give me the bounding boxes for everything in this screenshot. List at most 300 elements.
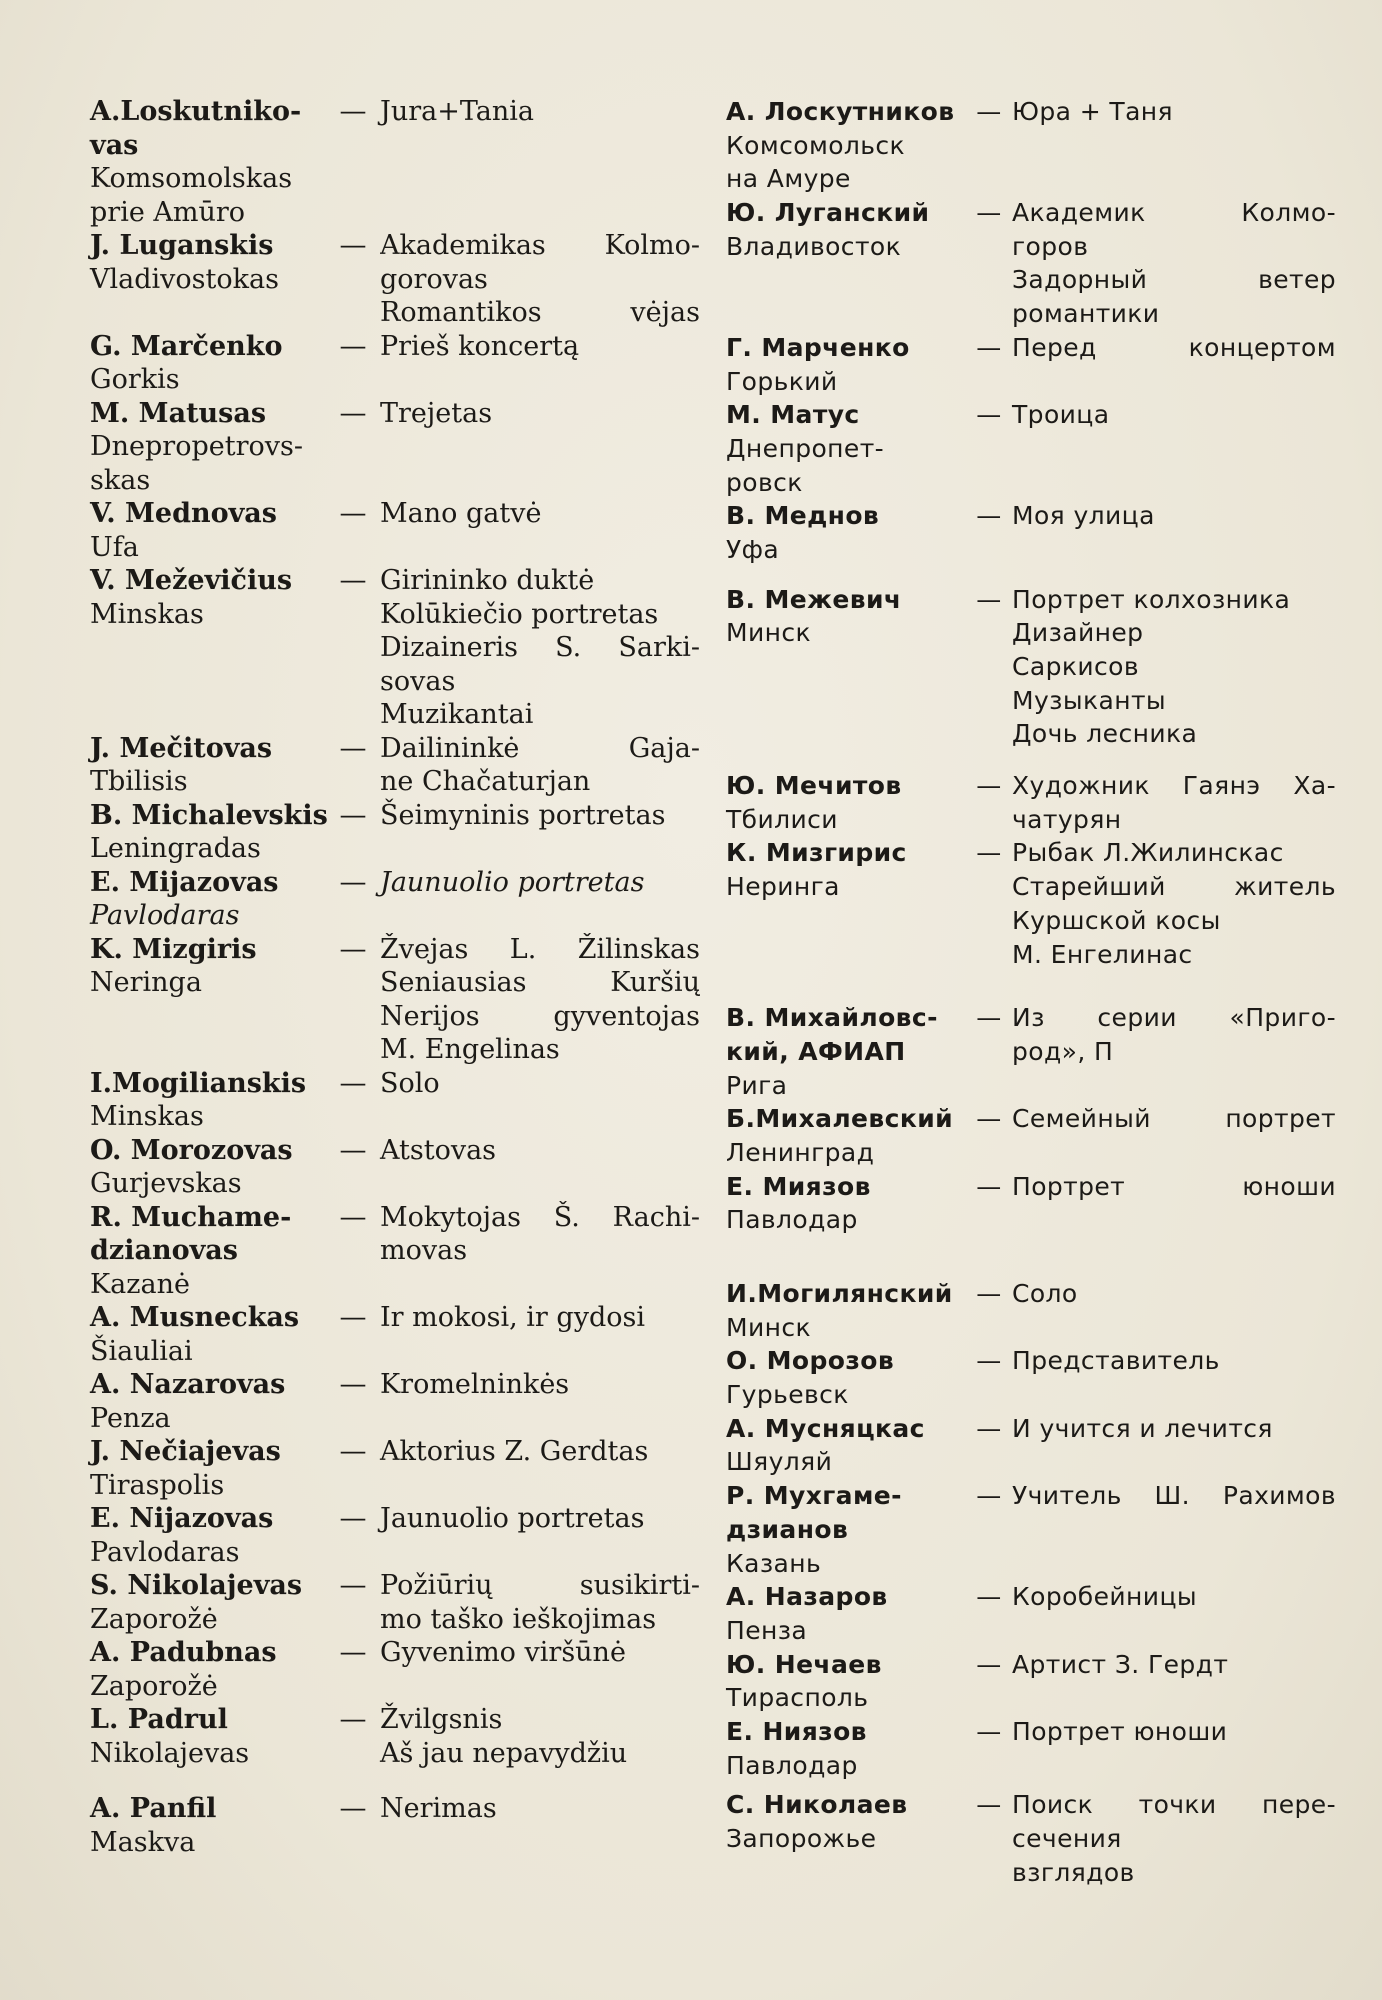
dash-glyph: — — [976, 97, 1002, 126]
separator-dash — [326, 564, 380, 598]
work-titles — [380, 564, 700, 732]
work-title: Požiūrių susikirti- — [380, 1570, 700, 1601]
catalog-entry — [726, 769, 1336, 836]
catalog-entry — [726, 1788, 1336, 1889]
separator-dash — [326, 799, 380, 833]
catalog-entry — [90, 1301, 700, 1368]
separator-dash — [966, 1102, 1012, 1136]
work-title: Dailininkė Gaja- — [380, 732, 700, 764]
author-city: Комсомольск — [726, 130, 906, 160]
author-city: Gorkis — [90, 364, 180, 395]
dash-glyph: — — [976, 332, 1002, 362]
separator-dash — [326, 497, 380, 531]
work-title: Gyvenimo viršūnė — [380, 1637, 626, 1668]
separator-dash — [966, 583, 1012, 617]
author-city: Ufa — [90, 531, 139, 563]
work-title: Aš jau nepavydžiu — [380, 1737, 628, 1769]
work-titles — [1012, 1001, 1336, 1068]
dash-glyph: — — [976, 1346, 1002, 1376]
work-titles — [1012, 836, 1336, 971]
separator-dash — [966, 1344, 1012, 1378]
work-titles — [380, 397, 700, 431]
dash-glyph: — — [339, 1570, 367, 1601]
catalog-entry — [90, 229, 700, 330]
separator-dash — [966, 196, 1012, 230]
author-city: ровск — [726, 467, 803, 497]
author-block — [726, 583, 966, 650]
author-block — [90, 933, 326, 1000]
work-title: M. Engelinas — [380, 1034, 560, 1065]
catalog-entry — [90, 1435, 700, 1502]
dash-glyph: — — [976, 1413, 1002, 1443]
author-city: Neringa — [90, 967, 202, 998]
author-name: A. Musneckas — [90, 1302, 300, 1333]
author-name: vas — [90, 129, 139, 161]
author-block — [90, 1636, 326, 1703]
work-title: Академик Колмо- — [1012, 198, 1336, 228]
author-block — [90, 1301, 326, 1368]
work-titles — [1012, 196, 1336, 331]
author-name: J. Mečitovas — [90, 732, 273, 764]
separator-dash — [326, 330, 380, 364]
work-title: Юра + Таня — [1012, 97, 1173, 126]
dash-glyph: — — [339, 1201, 367, 1233]
author-city: на Амуре — [726, 164, 851, 194]
author-name: E. Nijazovas — [90, 1503, 274, 1534]
work-title: Дизайнер — [1012, 618, 1144, 648]
catalog-entry — [726, 1277, 1336, 1344]
dash-glyph: — — [339, 1503, 367, 1534]
work-title: Из серии «Приго- — [1012, 1003, 1336, 1033]
work-title: М. Енгелинас — [1012, 939, 1193, 969]
author-name: А. Назаров — [726, 1582, 888, 1612]
separator-dash — [326, 1301, 380, 1335]
author-city: skas — [90, 464, 151, 496]
dash-glyph: — — [339, 1637, 367, 1668]
author-city: Уфа — [726, 534, 780, 564]
author-city: Maskva — [90, 1826, 196, 1858]
work-title: sovas — [380, 665, 456, 697]
author-city: Тирасполь — [726, 1683, 869, 1713]
author-city: Dnepropetrovs- — [90, 431, 303, 462]
work-title: Trejetas — [380, 397, 493, 429]
work-titles — [380, 1502, 700, 1536]
author-city: Минск — [726, 1312, 812, 1342]
separator-dash — [966, 1715, 1012, 1749]
work-titles — [380, 1703, 700, 1770]
work-titles — [1012, 769, 1336, 836]
author-name: Б.Михалевский — [726, 1104, 954, 1134]
work-titles — [380, 1201, 700, 1268]
author-city: Pavlodaras — [90, 900, 240, 931]
work-title: Задорный ветер — [1012, 265, 1336, 295]
author-block — [726, 1788, 966, 1855]
catalog-entry — [90, 866, 700, 933]
work-title: Solo — [380, 1067, 440, 1099]
author-block — [726, 1170, 966, 1237]
separator-dash — [966, 1001, 1012, 1035]
author-city: Тбилиси — [726, 804, 838, 834]
dash-glyph: — — [976, 584, 1002, 614]
catalog-entry — [726, 499, 1336, 566]
work-title: Dizaineris S. Sarki- — [380, 632, 700, 663]
catalog-entry — [90, 1502, 700, 1569]
separator-dash — [966, 836, 1012, 870]
work-title: Саркисов — [1012, 652, 1139, 681]
author-name: A. Nazarovas — [90, 1369, 286, 1400]
dash-glyph: — — [976, 1716, 1002, 1746]
author-city: Zaporožė — [90, 1603, 218, 1635]
author-name: Г. Марченко — [726, 332, 910, 362]
separator-dash — [966, 331, 1012, 365]
dash-glyph: — — [339, 1067, 367, 1099]
dash-glyph: — — [976, 1003, 1002, 1033]
separator-dash — [326, 933, 380, 967]
author-name: R. Muchame- — [90, 1201, 292, 1233]
author-name: S. Nikolajevas — [90, 1570, 303, 1601]
separator-dash — [326, 1569, 380, 1603]
author-block — [90, 1201, 326, 1302]
author-block — [90, 799, 326, 866]
author-block — [90, 330, 326, 397]
work-title: род», П — [1012, 1036, 1114, 1066]
author-city: Рига — [726, 1070, 788, 1100]
separator-dash — [326, 1435, 380, 1469]
author-block — [726, 398, 966, 499]
dash-glyph: — — [976, 198, 1002, 228]
work-title: Žvejas L. Žilinskas — [380, 933, 700, 965]
author-name: A. Panfil — [90, 1793, 217, 1824]
author-block — [726, 1001, 966, 1102]
author-block — [90, 1792, 326, 1859]
work-titles — [380, 229, 700, 330]
catalog-entry — [726, 1479, 1336, 1580]
work-title: Троица — [1012, 400, 1110, 430]
author-name: V. Meževičius — [90, 565, 293, 596]
author-city: Гурьевск — [726, 1380, 849, 1410]
separator-dash — [326, 1067, 380, 1101]
russian-column — [726, 95, 1336, 1889]
dash-glyph: — — [976, 1582, 1002, 1612]
work-title: Jaunuolio portretas — [380, 1503, 645, 1534]
dash-glyph: — — [976, 1481, 1002, 1511]
work-titles — [380, 1067, 700, 1101]
author-city: Kazanė — [90, 1268, 190, 1300]
author-name: K. Mizgiris — [90, 933, 257, 965]
author-block — [90, 1368, 326, 1435]
author-block — [726, 196, 966, 263]
work-title: Дочь лесника — [1012, 719, 1198, 749]
author-name: Е. Ниязов — [726, 1716, 867, 1746]
work-titles — [380, 933, 700, 1067]
work-titles — [380, 330, 700, 364]
work-title: Nerimas — [380, 1793, 497, 1824]
work-title: Портрет колхозника — [1012, 584, 1291, 614]
author-name: И.Могилянский — [726, 1279, 953, 1308]
author-city: Gurjevskas — [90, 1168, 242, 1199]
work-title: Учитель Ш. Рахимов — [1012, 1481, 1336, 1511]
author-city: Nikolajevas — [90, 1737, 250, 1769]
author-block — [726, 769, 966, 836]
separator-dash — [326, 1201, 380, 1235]
author-city: Неринга — [726, 872, 840, 902]
author-name: А. Лоскутников — [726, 97, 955, 126]
separator-dash — [966, 1479, 1012, 1513]
author-city: Казань — [726, 1548, 822, 1578]
author-city: Tbilisis — [90, 766, 188, 797]
author-name: М. Матус — [726, 400, 860, 430]
dash-glyph: — — [976, 1171, 1002, 1201]
catalog-entry — [726, 331, 1336, 398]
separator-dash — [966, 1788, 1012, 1822]
author-block — [90, 1134, 326, 1201]
separator-dash — [966, 1412, 1012, 1446]
author-name: O. Morozovas — [90, 1134, 293, 1166]
work-title: горов — [1012, 231, 1089, 261]
work-title: романтики — [1012, 299, 1160, 329]
author-block — [726, 1412, 966, 1479]
work-title: взглядов — [1012, 1857, 1135, 1887]
author-block — [90, 1703, 326, 1770]
author-block — [726, 1344, 966, 1411]
work-titles — [380, 95, 700, 129]
author-name: A. Padubnas — [90, 1637, 277, 1668]
author-block — [90, 732, 326, 799]
dash-glyph: — — [339, 565, 367, 596]
catalog-entry — [726, 1412, 1336, 1479]
work-title: Моя улица — [1012, 501, 1155, 531]
work-title: Рыбак Л.Жилинскас — [1012, 838, 1284, 868]
author-name: Ю. Нечаев — [726, 1649, 882, 1679]
catalog-entry — [90, 330, 700, 397]
work-title: Jura+Tania — [380, 96, 534, 127]
separator-dash — [966, 1648, 1012, 1682]
author-block — [90, 95, 326, 229]
catalog-entry — [90, 933, 700, 1067]
author-name: Р. Мухгаме- — [726, 1481, 902, 1511]
catalog-entry — [90, 799, 700, 866]
author-name: J. Luganskis — [90, 230, 274, 261]
author-block — [90, 1067, 326, 1134]
catalog-entry — [726, 583, 1336, 751]
work-titles — [380, 497, 700, 531]
author-city: Павлодар — [726, 1205, 858, 1235]
author-city: Минск — [726, 618, 812, 648]
author-city: Komsomolskas — [90, 163, 293, 194]
catalog-entry — [90, 95, 700, 229]
work-title: Куршской косы — [1012, 905, 1221, 935]
catalog-entry — [726, 836, 1336, 971]
work-titles — [380, 732, 700, 799]
dash-glyph: — — [339, 1793, 367, 1824]
dash-glyph: — — [339, 799, 367, 831]
author-block — [726, 1102, 966, 1169]
work-title: Kromelninkės — [380, 1369, 570, 1400]
separator-dash — [326, 1134, 380, 1168]
dash-glyph: — — [339, 1134, 367, 1166]
author-city: Tiraspolis — [90, 1469, 225, 1501]
work-title: ne Chačaturjan — [380, 766, 591, 797]
work-title: Nerijos gyventojas — [380, 1000, 700, 1032]
dash-glyph: — — [976, 1790, 1002, 1820]
work-titles — [380, 1368, 700, 1402]
author-name: J. Nečiajevas — [90, 1436, 281, 1467]
author-block — [90, 397, 326, 498]
catalog-entry — [726, 1170, 1336, 1237]
catalog-entry — [90, 732, 700, 799]
work-title: Seniausias Kuršių — [380, 967, 700, 998]
work-title: Артист З. Гердт — [1012, 1649, 1229, 1679]
catalog-entry — [726, 1102, 1336, 1169]
work-titles — [1012, 1277, 1336, 1311]
author-block — [90, 1502, 326, 1569]
work-title: Žvilgsnis — [380, 1704, 503, 1735]
author-name: G. Marčenko — [90, 330, 283, 362]
separator-dash — [326, 732, 380, 766]
author-name: К. Мизгирис — [726, 838, 907, 868]
separator-dash — [326, 397, 380, 431]
author-name: Ю. Луганский — [726, 198, 930, 228]
author-block — [90, 866, 326, 933]
separator-dash — [966, 769, 1012, 803]
dash-glyph: — — [339, 498, 367, 529]
catalog-entry — [726, 1001, 1336, 1102]
catalog-entry — [726, 1715, 1336, 1782]
dash-glyph: — — [976, 400, 1002, 430]
work-titles — [1012, 1788, 1336, 1889]
author-name: О. Морозов — [726, 1346, 895, 1376]
work-title: Старейший житель — [1012, 872, 1336, 902]
dash-glyph: — — [339, 732, 367, 764]
dash-glyph: — — [976, 1104, 1002, 1134]
catalog-entry — [90, 1636, 700, 1703]
work-title: Aktorius Z. Gerdtas — [380, 1436, 649, 1467]
author-name: E. Mijazovas — [90, 866, 279, 898]
work-title: Kolūkiečio portretas — [380, 598, 659, 630]
separator-dash — [326, 1636, 380, 1670]
catalog-entry — [90, 1134, 700, 1201]
author-name: L. Padrul — [90, 1704, 228, 1735]
catalog-entry — [726, 196, 1336, 331]
author-block — [726, 1580, 966, 1647]
work-title: сечения — [1012, 1824, 1122, 1853]
work-titles — [1012, 1344, 1336, 1378]
catalog-entry — [726, 1648, 1336, 1715]
separator-dash — [966, 1580, 1012, 1614]
work-title: чатурян — [1012, 804, 1122, 834]
work-title: Семейный портрет — [1012, 1104, 1336, 1134]
work-titles — [380, 1301, 700, 1335]
author-block — [726, 1648, 966, 1715]
work-title: Muzikantai — [380, 699, 534, 730]
author-name: дзианов — [726, 1514, 849, 1544]
author-block — [726, 331, 966, 398]
work-title: Ir mokosi, ir gydosi — [380, 1302, 645, 1333]
catalog-entry — [90, 1067, 700, 1134]
author-block — [90, 1435, 326, 1502]
author-city: Penza — [90, 1402, 171, 1434]
catalog-entry — [90, 497, 700, 564]
work-title: Mokytojas Š. Rachi- — [380, 1201, 700, 1233]
author-city: Zaporožė — [90, 1670, 218, 1702]
author-name: M. Matusas — [90, 397, 267, 429]
work-title: Šeimyninis portretas — [380, 799, 666, 831]
dash-glyph: — — [339, 230, 367, 261]
dash-glyph: — — [339, 1436, 367, 1467]
work-titles — [380, 799, 700, 833]
dash-glyph: — — [339, 1369, 367, 1400]
work-title: Художник Гаянэ Ха- — [1012, 771, 1336, 801]
work-titles — [1012, 331, 1336, 365]
author-city: Днепропет- — [726, 433, 885, 463]
author-city: Vladivostokas — [90, 263, 279, 295]
author-block — [90, 564, 326, 631]
work-title: Akademikas Kolmo- — [380, 230, 700, 261]
catalog-entry — [90, 1569, 700, 1636]
author-name: I.Mogilianskis — [90, 1067, 307, 1099]
separator-dash — [326, 1502, 380, 1536]
work-title: Перед концертом — [1012, 332, 1336, 362]
catalog-entry — [90, 397, 700, 498]
author-block — [90, 229, 326, 296]
author-name: Ю. Мечитов — [726, 771, 902, 801]
lithuanian-column — [90, 95, 700, 1859]
author-city: Запорожье — [726, 1824, 877, 1853]
catalog-entry — [726, 95, 1336, 196]
author-city: Шяуляй — [726, 1447, 833, 1477]
author-city: Ленинград — [726, 1137, 875, 1167]
author-name: A.Loskutniko- — [90, 96, 302, 127]
dash-glyph: — — [339, 397, 367, 429]
work-title: И учится и лечится — [1012, 1413, 1273, 1443]
separator-dash — [966, 398, 1012, 432]
author-block — [726, 836, 966, 903]
author-block — [726, 499, 966, 566]
work-title: Портрет юноши — [1012, 1716, 1228, 1746]
work-titles — [1012, 1412, 1336, 1446]
work-titles — [380, 1792, 700, 1826]
separator-dash — [966, 499, 1012, 533]
dash-glyph: — — [339, 1704, 367, 1735]
author-city: Владивосток — [726, 231, 902, 261]
catalog-entry — [726, 1344, 1336, 1411]
author-name: кий, АФИАП — [726, 1036, 906, 1066]
separator-dash — [966, 95, 1012, 129]
author-city: Minskas — [90, 598, 204, 630]
work-title: Поиск точки пере- — [1012, 1790, 1336, 1820]
dash-glyph: — — [976, 771, 1002, 801]
work-titles — [1012, 1648, 1336, 1682]
author-block — [90, 497, 326, 564]
dash-glyph: — — [976, 1279, 1002, 1308]
work-title: Atstovas — [380, 1134, 497, 1166]
author-block — [726, 1277, 966, 1344]
author-city: Пенза — [726, 1615, 808, 1645]
catalog-entry — [90, 1368, 700, 1435]
author-name: В. Меднов — [726, 501, 880, 531]
author-city: Minskas — [90, 1101, 204, 1132]
work-titles — [1012, 1170, 1336, 1204]
author-city: Leningradas — [90, 833, 261, 864]
work-titles — [1012, 1479, 1336, 1513]
dash-glyph: — — [339, 330, 367, 362]
work-titles — [380, 1636, 700, 1670]
work-titles — [1012, 1580, 1336, 1614]
catalog-entry — [90, 1792, 700, 1859]
author-name: С. Николаев — [726, 1790, 908, 1820]
author-block — [726, 1715, 966, 1782]
separator-dash — [326, 95, 380, 129]
